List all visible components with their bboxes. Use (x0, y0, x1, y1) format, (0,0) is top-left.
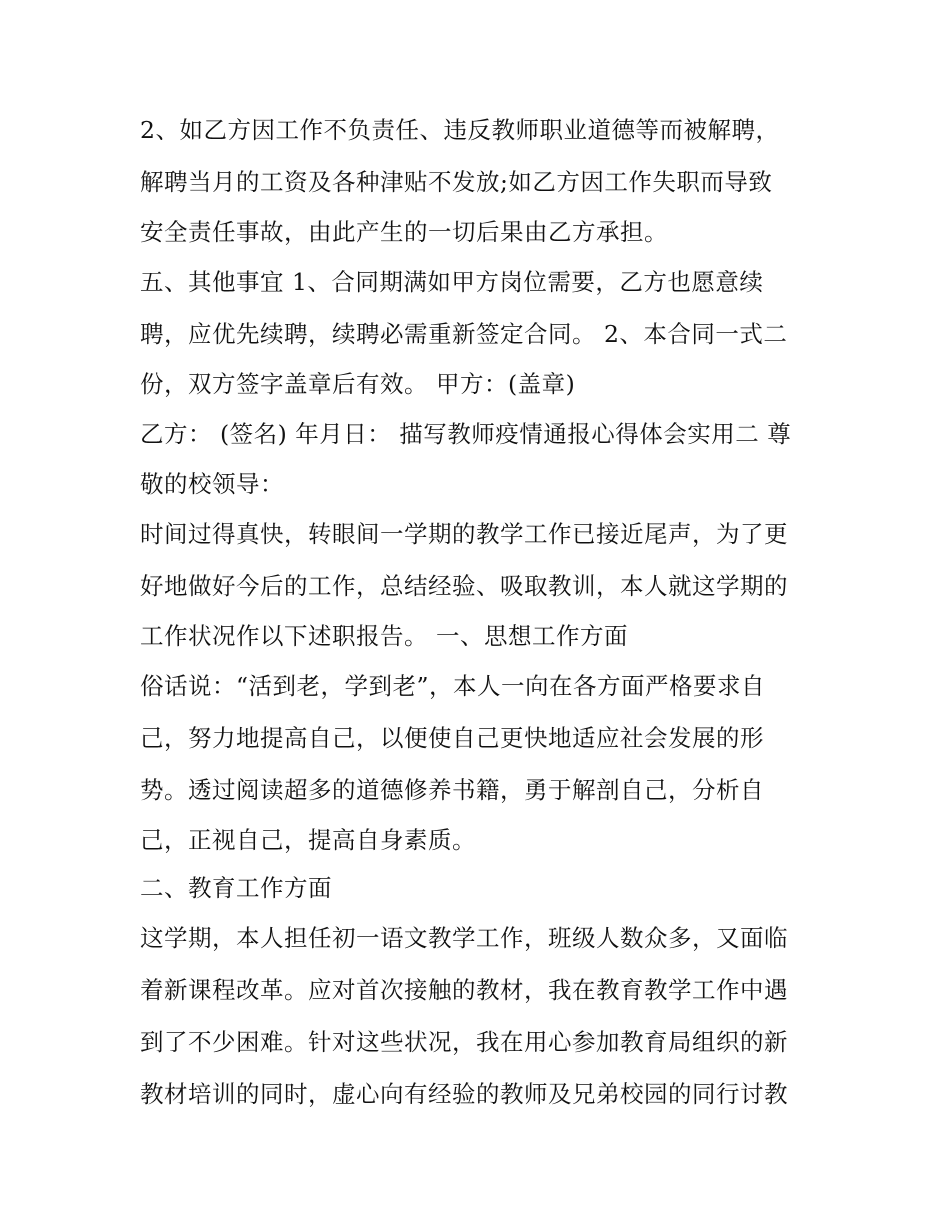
text-line: 时间过得真快，转眼间一学期的教学工作已接近尾声，为了更 (140, 520, 788, 548)
text-line: 安全责任事故，由此产生的一切后果由乙方承担。 (140, 218, 668, 246)
text-line: 聘，应优先续聘，续聘必需重新签定合同。 2、本合同一式二 (140, 320, 788, 348)
text-line: 工作状况作以下述职报告。 一、思想工作方面 (140, 622, 628, 650)
document-body (140, 104, 820, 1120)
text-line: 势。透过阅读超多的道德修养书籍，勇于解剖自己，分析自 (140, 776, 764, 804)
text-line: 敬的校领导： (140, 470, 284, 498)
text-line: 这学期，本人担任初一语文教学工作，班级人数众多，又面临 (140, 924, 788, 952)
text-line: 五、其他事宜 1、合同期满如甲方岗位需要，乙方也愿意续 (140, 268, 764, 296)
text-line: 到了不少困难。针对这些状况，我在用心参加教育局组织的新 (140, 1028, 788, 1056)
text-line: 俗话说：“活到老，学到老”，本人一向在各方面严格要求自 (140, 672, 766, 700)
text-line: 2、如乙方因工作不负责任、违反教师职业道德等而被解聘， (140, 116, 780, 144)
text-line: 解聘当月的工资及各种津贴不发放;如乙方因工作失职而导致 (140, 168, 773, 196)
text-line: 教材培训的同时，虚心向有经验的教师及兄弟校园的同行讨教 (140, 1080, 788, 1108)
text-line: 己，努力地提高自己，以便使自己更快地适应社会发展的形 (140, 724, 764, 752)
text-line: 好地做好今后的工作，总结经验、吸取教训，本人就这学期的 (140, 572, 788, 600)
text-line: 己，正视自己，提高自身素质。 (140, 826, 476, 854)
section-heading: 二、教育工作方面 (140, 874, 332, 902)
text-line: 乙方： (签名) 年月日： 描写教师疫情通报心得体会实用二 尊 (140, 420, 792, 448)
text-line: 着新课程改革。应对首次接触的教材，我在教育教学工作中遇 (140, 976, 788, 1004)
text-line: 份，双方签字盖章后有效。 甲方：(盖章) (140, 370, 576, 398)
